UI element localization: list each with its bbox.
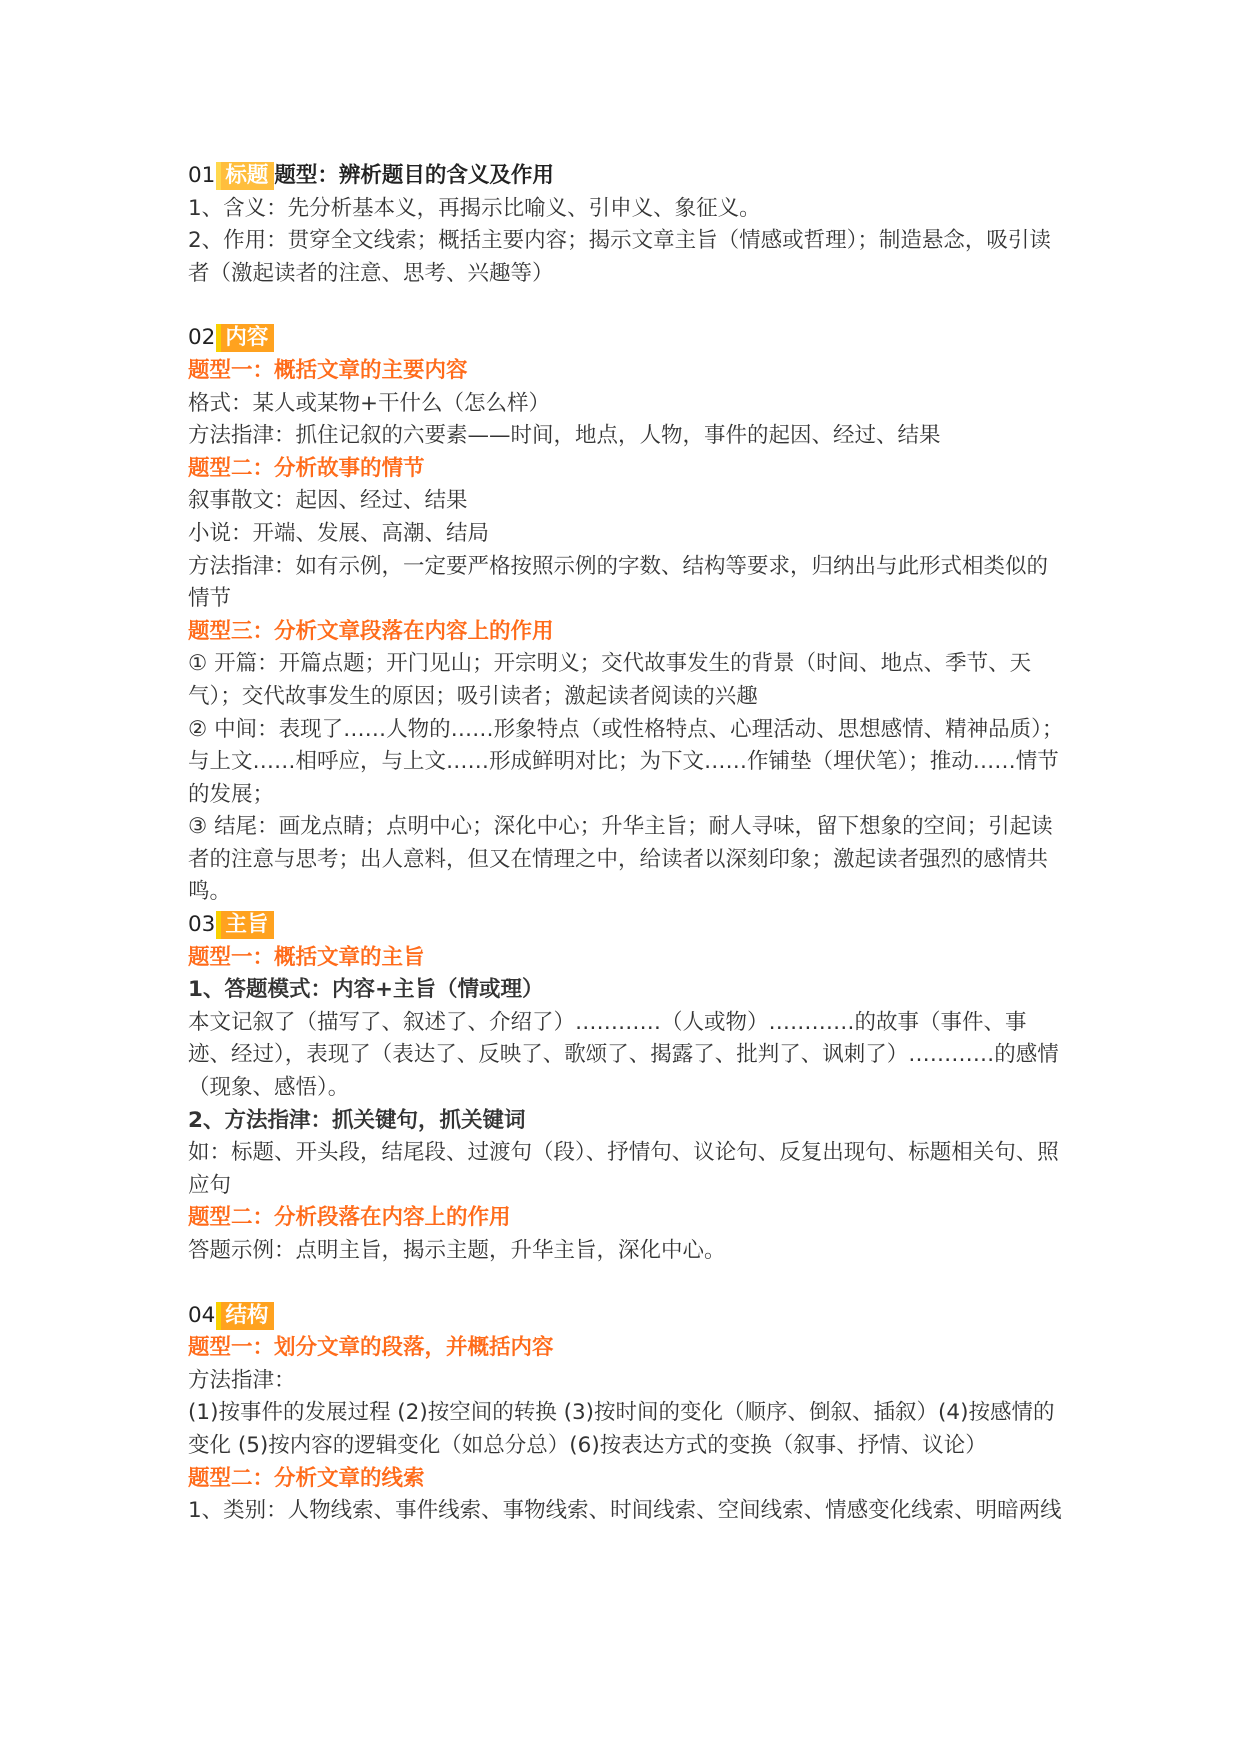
section-03-heading bbox=[188, 909, 1068, 942]
question-type-heading: 题型二：分析故事的情节 bbox=[188, 455, 425, 481]
paragraph: ② 中间：表现了……人物的……形象特点（或性格特点、心理活动、思想感情、精神品质）；与上文……相呼应，与上文……形成鲜明对比；为下文……作铺垫（埋伏笔）；推动……情节的发展； bbox=[188, 716, 1064, 807]
section-number: 04 bbox=[188, 1302, 216, 1328]
spacer bbox=[188, 1268, 1068, 1300]
paragraph: 格式：某人或某物+干什么（怎么样） bbox=[188, 390, 551, 416]
section-tag: 内容 bbox=[216, 324, 274, 352]
question-type-heading: 题型二：分析文章的线索 bbox=[188, 1465, 425, 1491]
paragraph: 本文记叙了（描写了、叙述了、介绍了）…………（人或物）…………的故事（事件、事迹、经过），表现了（表达了、反映了、歌颂了、揭露了、批判了、讽刺了）…………的感情（现象、感悟）。 bbox=[188, 1009, 1059, 1101]
section-number: 03 bbox=[188, 912, 216, 938]
question-type-heading: 题型一：概括文章的主要内容 bbox=[188, 357, 468, 383]
paragraph: 如：标题、开头段，结尾段、过渡句（段）、抒情句、议论句、反复出现句、标题相关句、照应句 bbox=[188, 1140, 1059, 1198]
paragraph: 叙事散文：起因、经过、结果 bbox=[188, 488, 468, 514]
paragraph: (1)按事件的发展过程 (2)按空间的转换 (3)按时间的变化（顺序、倒叙、插叙）(4)按感情的变化 (5)按内容的逻辑变化（如总分总）(6)按表达方式的变换（叙事、抒情、议论） bbox=[188, 1400, 1055, 1458]
question-type-heading: 题型一：划分文章的段落，并概括内容 bbox=[188, 1335, 554, 1361]
paragraph: 1、类别：人物线索、事件线索、事物线索、时间线索、空间线索、情感变化线索、明暗两线 bbox=[188, 1498, 1062, 1524]
paragraph: 方法指津： bbox=[188, 1367, 296, 1393]
section-tag: 标题 bbox=[216, 162, 274, 190]
section-04-heading bbox=[188, 1300, 1068, 1333]
section-01-heading bbox=[188, 160, 1068, 193]
section-number: 02 bbox=[188, 325, 216, 351]
subheading: 1、答题模式：内容+主旨（情或理） bbox=[188, 977, 544, 1003]
spacer bbox=[188, 290, 1068, 322]
paragraph: 方法指津：如有示例，一定要严格按照示例的字数、结构等要求，归纳出与此形式相类似的情节 bbox=[188, 553, 1049, 612]
paragraph: 小说：开端、发展、高潮、结局 bbox=[188, 520, 490, 546]
subheading: 2、方法指津：抓关键句，抓关键词 bbox=[188, 1107, 526, 1133]
question-type-heading: 题型一：概括文章的主旨 bbox=[188, 944, 425, 970]
paragraph: 方法指津：抓住记叙的六要素——时间，地点，人物，事件的起因、经过、结果 bbox=[188, 423, 941, 449]
question-type-heading: 题型二：分析段落在内容上的作用 bbox=[188, 1205, 511, 1231]
section-02-heading bbox=[188, 322, 1068, 355]
section-title: 题型：辨析题目的含义及作用 bbox=[274, 163, 554, 188]
section-tag: 主旨 bbox=[216, 911, 274, 939]
paragraph: ① 开篇：开篇点题；开门见山；开宗明义；交代故事发生的背景（时间、地点、季节、天气）；交代故事发生的原因；吸引读者；激起读者阅读的兴趣 bbox=[188, 651, 1032, 709]
section-tag: 结构 bbox=[216, 1302, 274, 1330]
paragraph: 1、含义：先分析基本义，再揭示比喻义、引申义、象征义。 bbox=[188, 195, 761, 221]
document-content bbox=[188, 160, 1068, 1528]
paragraph: 2、作用：贯穿全文线索；概括主要内容；揭示文章主旨（情感或哲理）；制造悬念，吸引读者（激起读者的注意、思考、兴趣等） bbox=[188, 228, 1051, 286]
section-number: 01 bbox=[188, 163, 216, 188]
paragraph: 答题示例：点明主旨，揭示主题，升华主旨，深化中心。 bbox=[188, 1238, 726, 1263]
question-type-heading: 题型三：分析文章段落在内容上的作用 bbox=[188, 618, 554, 644]
paragraph: ③ 结尾：画龙点睛；点明中心；深化中心；升华主旨；耐人寻味，留下想象的空间；引起读者的注意与思考；出人意料，但又在情理之中，给读者以深刻印象；激起读者强烈的感情共鸣。 bbox=[188, 814, 1053, 905]
